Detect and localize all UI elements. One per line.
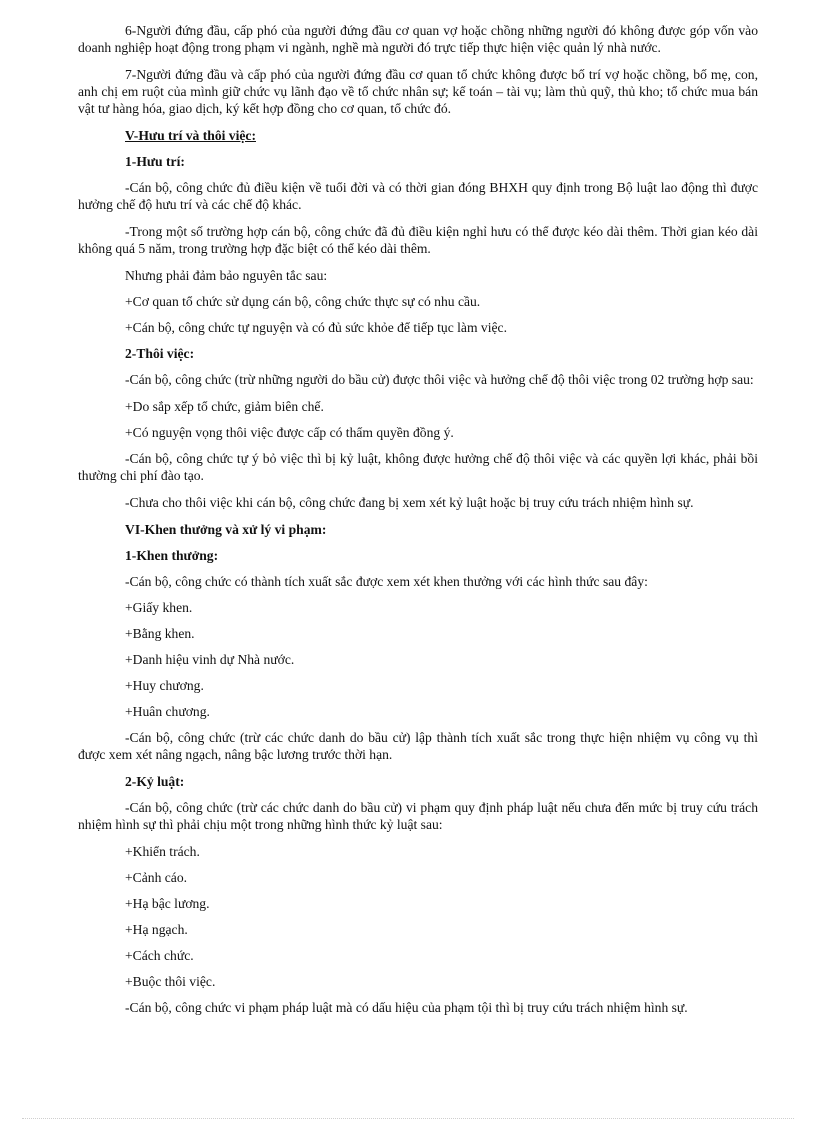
ky-luat-item-6: +Buộc thôi việc.	[125, 974, 216, 989]
ky-luat-item-3: +Hạ bậc lương.	[125, 896, 210, 911]
huu-tri-paragraph-1: -Cán bộ, công chức đủ điều kiện về tuổi đời và có thời gian đóng BHXH quy định trong Bộ luật lao động thì được hưởng chế độ hưu trí và các chế độ khác.	[78, 180, 758, 212]
subsection-thoi-viec-heading: 2-Thôi việc:	[125, 346, 195, 361]
khen-thuong-item-2: +Bằng khen.	[125, 626, 195, 641]
thoi-viec-paragraph-2: -Cán bộ, công chức tự ý bỏ việc thì bị kỷ luật, không được hưởng chế độ thôi việc và các quyền lợi khác, phải bồi thường chi phí đào tạo.	[78, 451, 758, 483]
section-5-title: V-Hưu trí và thôi việc:	[125, 128, 256, 143]
ky-luat-paragraph-1: -Cán bộ, công chức (trừ các chức danh do bầu cử) vi phạm quy định pháp luật nếu chưa đến mức bị truy cứu trách nhiệm hình sự thì phải chịu một trong những hình thức kỷ luật sau:	[78, 800, 758, 832]
khen-thuong-item-1: +Giấy khen.	[125, 600, 193, 615]
page-bottom-divider	[22, 1118, 794, 1119]
document-page	[78, 22, 758, 1026]
paragraph-6: 6-Người đứng đầu, cấp phó của người đứng đầu cơ quan vợ hoặc chồng những người đó không được góp vốn vào doanh nghiệp hoạt động trong phạm vi ngành, nghề mà người đó trực tiếp thực hiện việc quản lý nhà nước.	[78, 23, 758, 55]
huu-tri-paragraph-3: Nhưng phải đảm bảo nguyên tắc sau:	[125, 268, 328, 283]
ky-luat-item-5: +Cách chức.	[125, 948, 194, 963]
khen-thuong-item-3: +Danh hiệu vinh dự Nhà nước.	[125, 652, 295, 667]
khen-thuong-paragraph-1: -Cán bộ, công chức có thành tích xuất sắc được xem xét khen thưởng với các hình thức sau đây:	[125, 574, 648, 589]
thoi-viec-paragraph-1: -Cán bộ, công chức (trừ những người do bầu cử) được thôi việc và hưởng chế độ thôi việc trong 02 trường hợp sau:	[125, 372, 754, 387]
thoi-viec-item-2: +Có nguyện vọng thôi việc được cấp có thẩm quyền đồng ý.	[125, 425, 454, 440]
section-5-heading	[78, 127, 758, 144]
ky-luat-item-1: +Khiển trách.	[125, 844, 200, 859]
paragraph-7: 7-Người đứng đầu và cấp phó của người đứng đầu cơ quan tổ chức không được bố trí vợ hoặc chồng, bố mẹ, con, anh chị em ruột của mình giữ chức vụ lãnh đạo về tổ chức nhân sự; kế toán – tài vụ; làm thủ quỹ, thủ kho; tổ chức mua bán vật tư hàng hóa, giao dịch, ký kết hợp đồng cho cơ quan, tổ chức đó.	[78, 67, 758, 116]
huu-tri-item-1: +Cơ quan tổ chức sử dụng cán bộ, công chức thực sự có nhu cầu.	[125, 294, 481, 309]
huu-tri-paragraph-2: -Trong một số trường hợp cán bộ, công chức đã đủ điều kiện nghỉ hưu có thể được kéo dài thêm. Thời gian kéo dài không quá 5 năm, trong trường hợp đặc biệt có thể kéo dài thêm.	[78, 224, 758, 256]
subsection-huu-tri-heading: 1-Hưu trí:	[125, 154, 185, 169]
section-6-heading: VI-Khen thưởng và xử lý vi phạm:	[125, 522, 327, 537]
thoi-viec-paragraph-3: -Chưa cho thôi việc khi cán bộ, công chức đang bị xem xét kỷ luật hoặc bị truy cứu trách nhiệm hình sự.	[125, 495, 694, 510]
thoi-viec-item-1: +Do sắp xếp tổ chức, giảm biên chế.	[125, 399, 324, 414]
khen-thuong-item-5: +Huân chương.	[125, 704, 210, 719]
subsection-ky-luat-heading: 2-Kỷ luật:	[125, 774, 185, 789]
ky-luat-paragraph-2: -Cán bộ, công chức vi phạm pháp luật mà có dấu hiệu của phạm tội thì bị truy cứu trách nhiệm hình sự.	[125, 1000, 688, 1015]
khen-thuong-item-4: +Huy chương.	[125, 678, 204, 693]
huu-tri-item-2: +Cán bộ, công chức tự nguyện và có đủ sức khỏe để tiếp tục làm việc.	[125, 320, 507, 335]
ky-luat-item-4: +Hạ ngạch.	[125, 922, 188, 937]
subsection-khen-thuong-heading: 1-Khen thưởng:	[125, 548, 219, 563]
khen-thuong-paragraph-2: -Cán bộ, công chức (trừ các chức danh do bầu cử) lập thành tích xuất sắc trong thực hiện nhiệm vụ công vụ thì được xem xét nâng ngạch, nâng bậc lương trước thời hạn.	[78, 730, 758, 762]
ky-luat-item-2: +Cảnh cáo.	[125, 870, 188, 885]
